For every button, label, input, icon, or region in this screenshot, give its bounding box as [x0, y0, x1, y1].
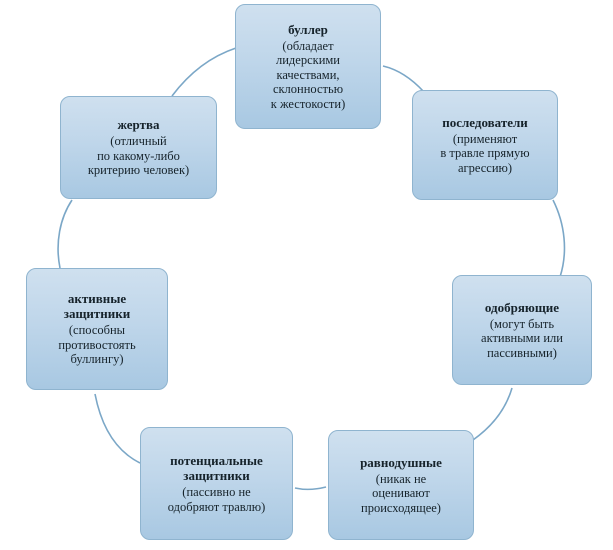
connector-zhertva-buller: [172, 48, 236, 96]
node-buller-title: буллер: [288, 21, 328, 37]
node-ravnodushnye-desc: (никак не оценивают происходящее): [361, 471, 441, 515]
node-buller-desc: (обладает лидерскими качествами, склонностью к жестокости): [270, 38, 346, 111]
node-zhertva-title: жертва: [117, 117, 160, 133]
node-odobryayushchie-desc: (могут быть активными или пассивными): [481, 316, 563, 360]
connector-ravnodushnye-potencialnye: [295, 487, 326, 489]
node-aktivnye-zashchitniki-title: активные защитники: [63, 291, 131, 322]
connector-odobryayushchie-ravnodushnye: [473, 388, 512, 440]
connector-aktivnye-zhertva: [58, 200, 72, 268]
node-odobryayushchie[interactable]: [452, 275, 592, 385]
node-odobryayushchie-title: одобряющие: [484, 299, 560, 315]
connector-buller-posledovateli: [383, 66, 424, 92]
node-aktivnye-zashchitniki-desc: (способны противостоять буллингу): [58, 323, 136, 367]
node-aktivnye-zashchitniki[interactable]: [26, 268, 168, 390]
node-potencialnye-zashchitniki-desc: (пассивно не одобряют травлю): [167, 485, 266, 514]
connector-posledovateli-odobryayushchie: [553, 200, 564, 277]
node-potencialnye-zashchitniki-title: потенциальные защитники: [170, 452, 263, 483]
node-posledovateli[interactable]: [412, 90, 558, 200]
node-ravnodushnye-title: равнодушные: [360, 454, 442, 470]
node-zhertva-desc: (отличный по какому-либо критерию человек): [87, 134, 190, 178]
connector-potencialnye-aktivnye: [95, 394, 140, 463]
node-ravnodushnye[interactable]: [328, 430, 474, 540]
node-buller[interactable]: [235, 4, 381, 129]
node-posledovateli-desc: (применяют в травле прямую агрессию): [440, 131, 530, 175]
node-potencialnye-zashchitniki[interactable]: [140, 427, 293, 540]
node-zhertva[interactable]: [60, 96, 217, 199]
node-posledovateli-title: последователи: [442, 114, 528, 130]
